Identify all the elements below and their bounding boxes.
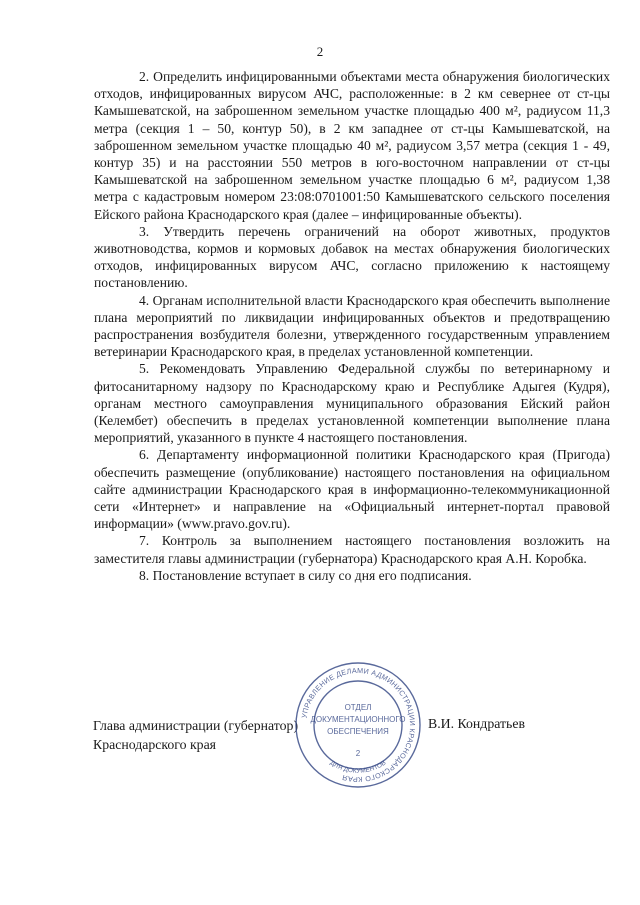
signatory-title-line2: Краснодарского края [93, 737, 217, 752]
stamp-center-line1: ОТДЕЛ [344, 703, 372, 712]
paragraph-6: 6. Департаменту информационной политики Краснодарского края (Пригода) обеспечить размещение (опубликование) настоящего постановления на официальном сайте администрации Краснодарского края в информационно-телекоммуникационной сети «Интернет» и направление на «Официальный интернет-портал правовой информации» (www.pravo.gov.ru). [94, 447, 610, 532]
page-number: 2 [316, 44, 324, 59]
official-stamp [288, 660, 428, 790]
signatory-title-line1: Глава администрации (губернатор) [93, 718, 299, 733]
paragraph-5: 5. Рекомендовать Управлению Федеральной службы по ветеринарному и фитосанитарному надзору по Краснодарскому краю и Республике Адыгея (Кудря), органам местного самоуправления муниципального образования Ейский район (Келембет) обеспечить в пределах установленной компетенции выполнение плана мероприятий, указанного в пункте 4 настоящего постановления. [94, 361, 610, 446]
stamp-bottom-text: ДЛЯ ДОКУМЕНТОВ [328, 759, 388, 775]
stamp-center-line3: ОБЕСПЕЧЕНИЯ [327, 727, 389, 736]
paragraph-8: 8. Постановление вступает в силу со дня его подписания. [139, 567, 472, 583]
stamp-number: 2 [355, 749, 361, 758]
document-body [94, 68, 610, 584]
paragraph-2: 2. Определить инфицированными объектами места обнаружения биологических отходов, инфицированных вирусом АЧС, расположенные: в 2 км севернее от ст-цы Камышеватской, на заброшенном земельном участке площадью 400 м², радиусом 11,3 метра (секция 1 – 50, контур 50), в 2 км западнее от ст-цы Камышеватской, на заброшенном земельном участке площадью 40 м², радиусом 3,57 метра (секция 1 - 49, контур 35) и на расстоянии 550 метров в юго-восточном направлении от ст-цы Камышеватской на заброшенном земельном участке площадью 6 м², радиусом 1,38 метра с кадастровым номером 23:08:0701001:50 Камышеватского сельского поселения Ейского района Краснодарского края (далее – инфицированные объекты). [94, 69, 610, 222]
paragraph-7: 7. Контроль за выполнением настоящего постановления возложить на заместителя главы администрации (губернатора) Краснодарского края А.Н. Коробка. [94, 533, 610, 566]
signatory-name: В.И. Кондратьев [428, 716, 525, 731]
paragraph-3: 3. Утвердить перечень ограничений на оборот животных, продуктов животноводства, кормов и кормовых добавок на местах обнаружения биологических отходов, инфицированных вирусом АЧС, согласно приложению к настоящему постановлению. [94, 223, 610, 291]
paragraph-4: 4. Органам исполнительной власти Краснодарского края обеспечить выполнение плана мероприятий по ликвидации инфицированных объектов и предотвращению распространения возбудителя болезни, утвержденного государственным управлением ветеринарии Краснодарского края, в пределах установленной компетенции. [94, 292, 610, 360]
stamp-ring-text: УПРАВЛЕНИЕ ДЕЛАМИ АДМИНИСТРАЦИИ КРАСНОДАРСКОГО КРАЯ [299, 665, 418, 785]
stamp-center-line2: ДОКУМЕНТАЦИОННОГО [310, 715, 406, 724]
signatory-title [93, 716, 298, 754]
